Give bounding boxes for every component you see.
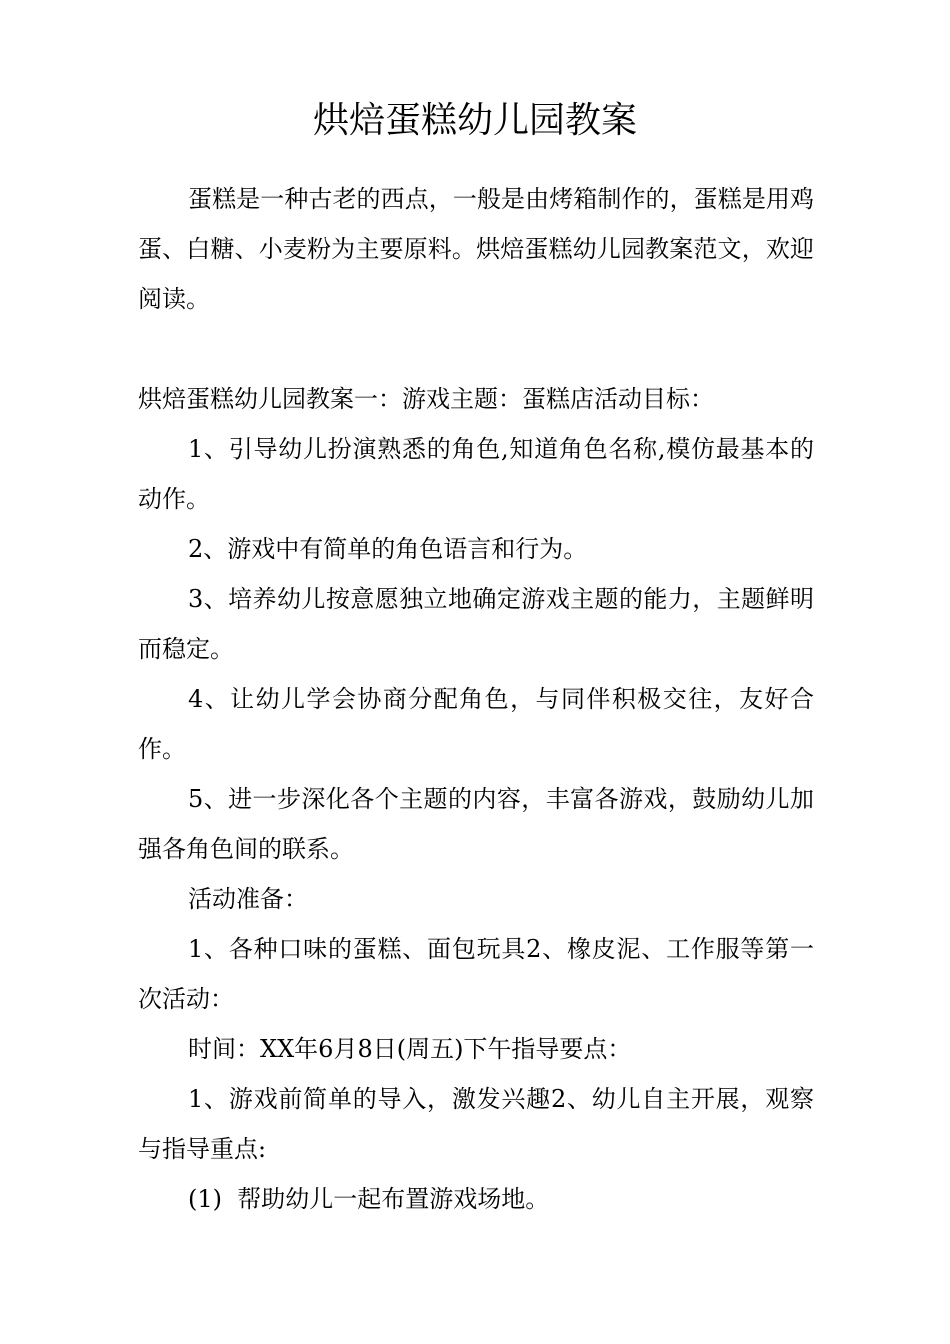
goal-item-1: 1、引导幼儿扮演熟悉的角色,知道角色名称,模仿最基本的动作。	[138, 435, 814, 513]
prep-item: 1、各种口味的蛋糕、面包玩具2、橡皮泥、工作服等第一次活动：	[138, 935, 814, 1013]
goal-item-4: 4、让幼儿学会协商分配角色，与同伴积极交往，友好合作。	[138, 685, 814, 763]
goal-item-3: 3、培养幼儿按意愿独立地确定游戏主题的能力，主题鲜明而稳定。	[138, 585, 814, 663]
goal-item-5: 5、进一步深化各个主题的内容，丰富各游戏，鼓励幼儿加强各角色间的联系。	[138, 785, 814, 863]
blank-line	[138, 324, 814, 374]
intro-paragraph: 蛋糕是一种古老的西点，一般是由烤箱制作的，蛋糕是用鸡蛋、白糖、小麦粉为主要原料。烘焙蛋糕幼儿园教案范文，欢迎阅读。	[138, 185, 814, 313]
section-heading: 烘焙蛋糕幼儿园教案一：游戏主题：蛋糕店活动目标：	[138, 385, 714, 413]
document-title: 烘焙蛋糕幼儿园教案	[312, 100, 637, 141]
guide-item: 1、游戏前简单的导入，激发兴趣2、幼儿自主开展，观察与指导重点:	[138, 1085, 814, 1163]
prep-heading: 活动准备：	[188, 885, 308, 913]
time-line: 时间：XX年6月8日(周五)下午指导要点：	[188, 1035, 632, 1063]
goal-item-2: 2、游戏中有简单的角色语言和行为。	[188, 535, 588, 563]
document-body	[138, 174, 814, 1224]
sub-item: (1) 帮助幼儿一起布置游戏场地。	[188, 1185, 550, 1213]
